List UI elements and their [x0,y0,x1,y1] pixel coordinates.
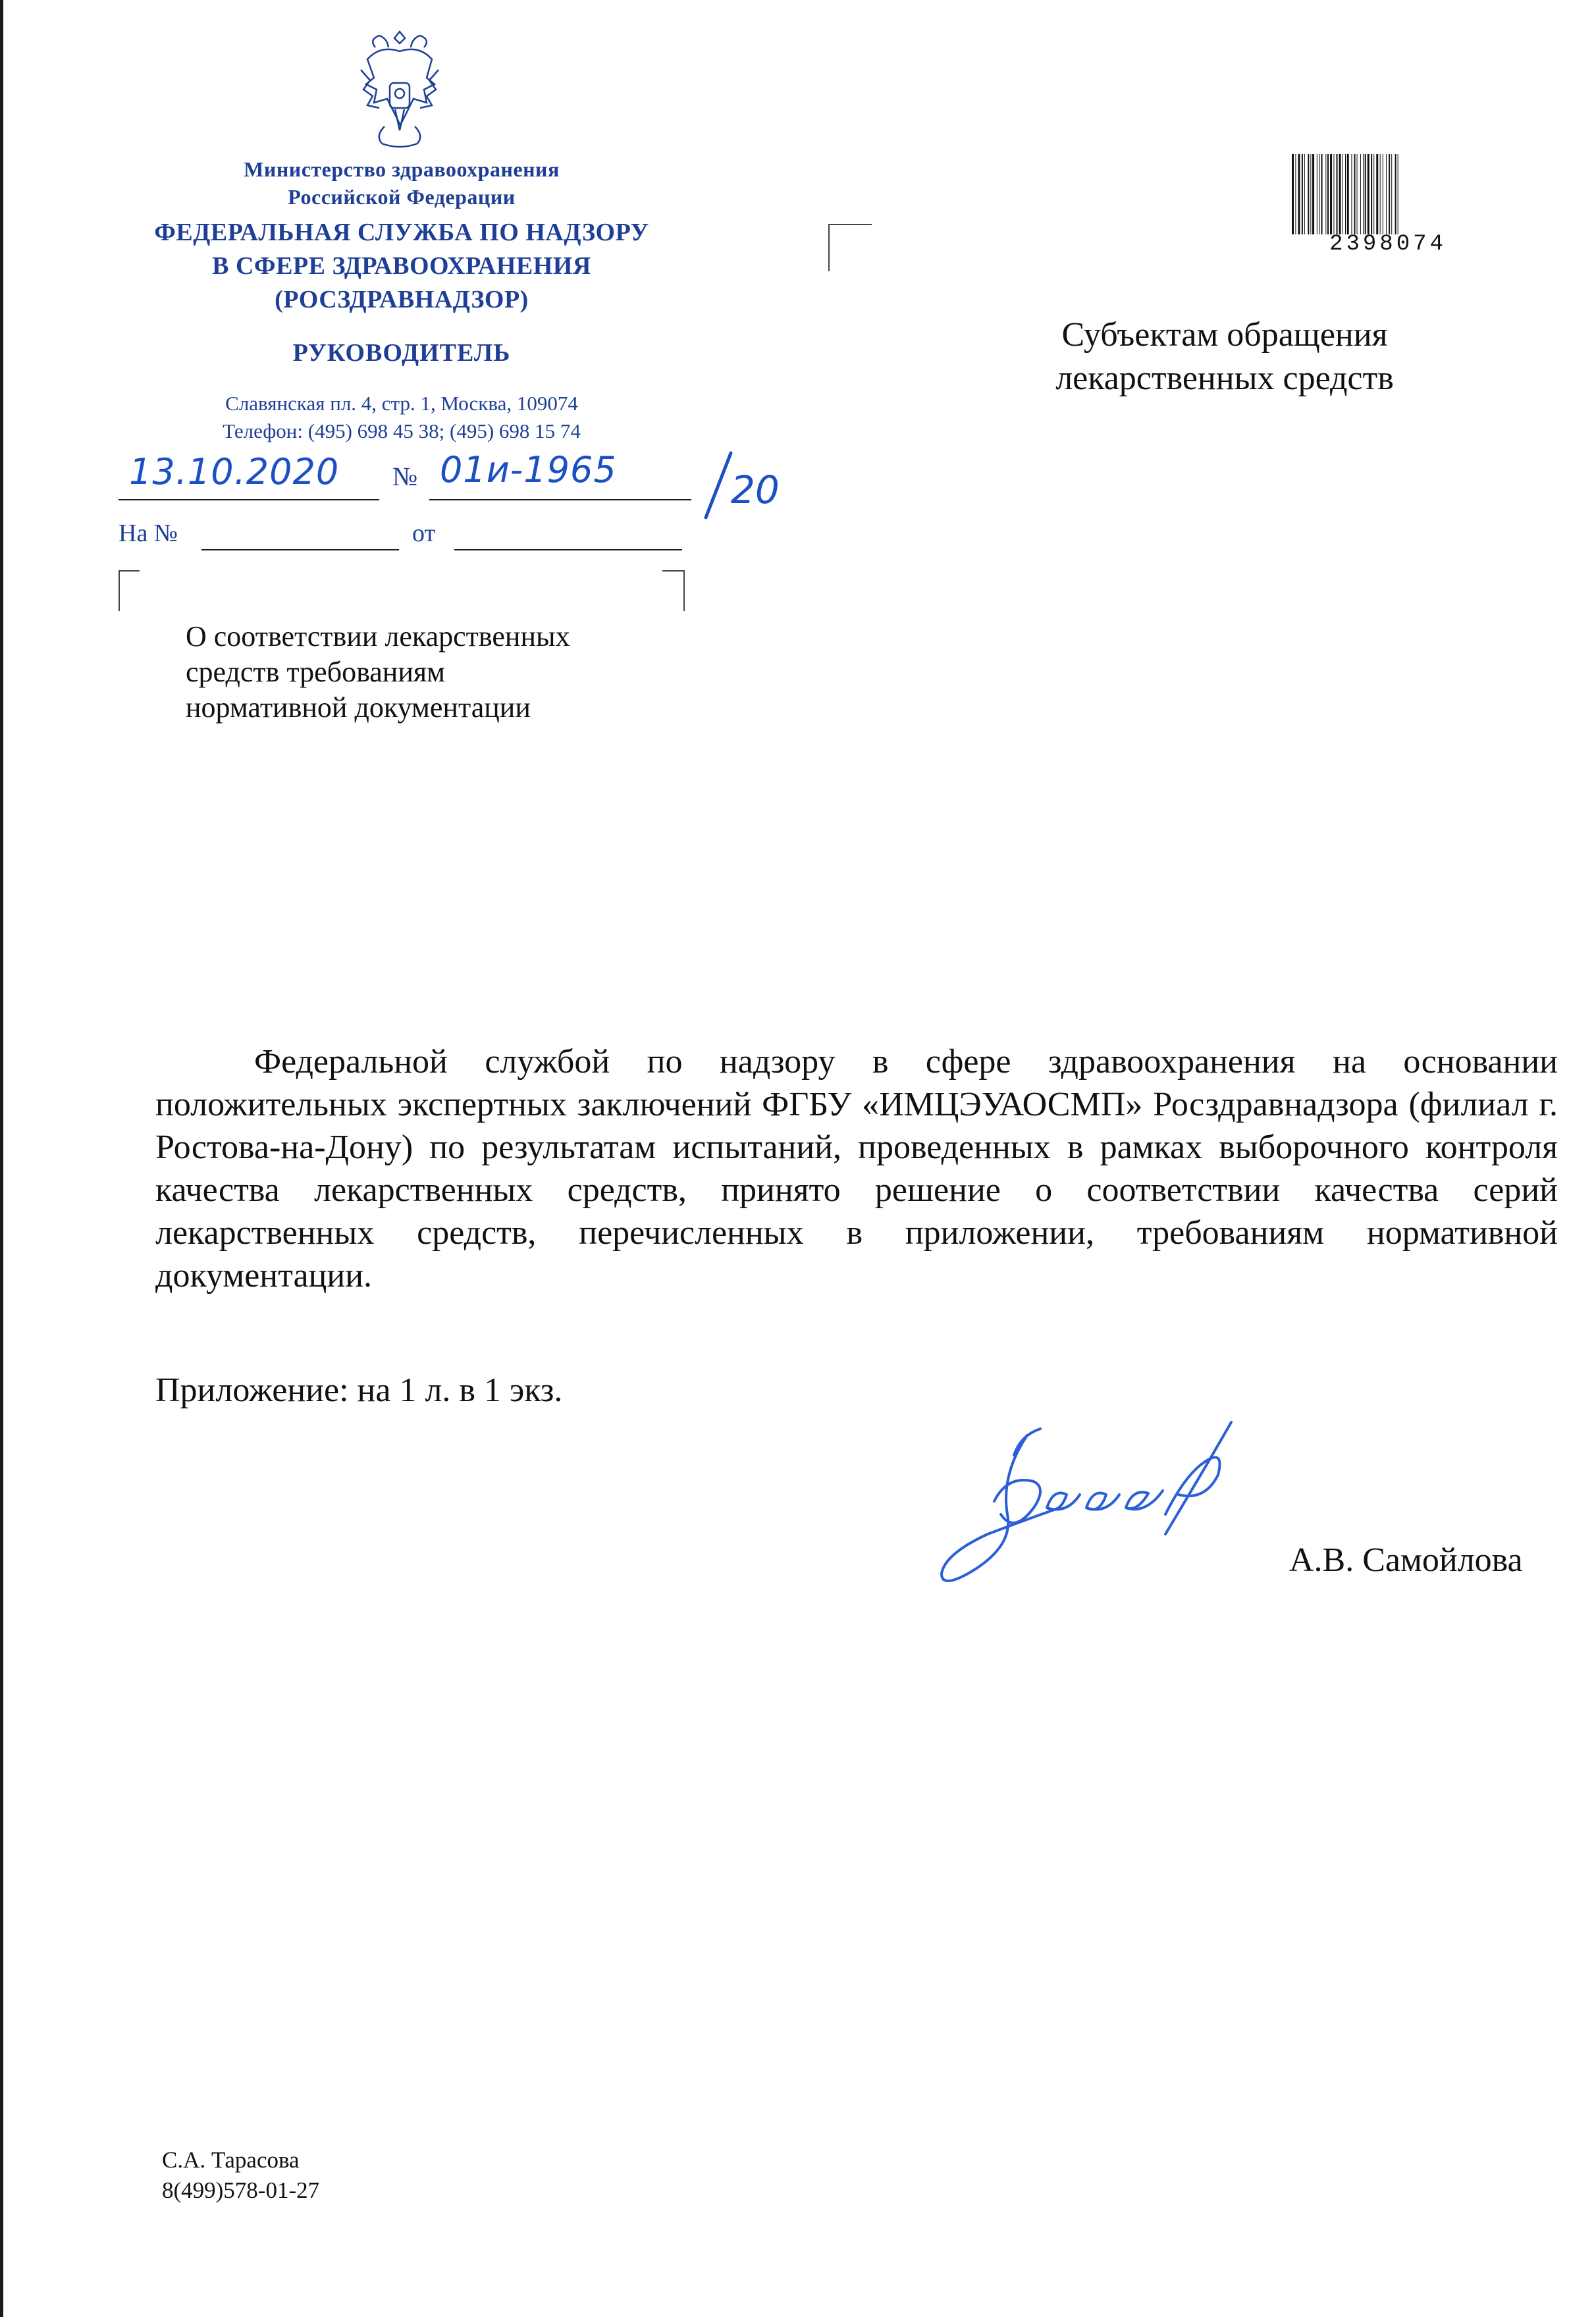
barcode-bar [1386,154,1387,234]
barcode-bar [1389,154,1390,234]
barcode-bar [1308,154,1309,234]
barcode-bar [1360,154,1361,234]
reference-number-label: На № [119,519,178,547]
barcode-bar [1357,154,1358,234]
barcode-bar [1312,154,1314,234]
attachment-note: Приложение: на 1 л. в 1 экз. [155,1372,563,1409]
barcode-bar [1337,154,1338,234]
coat-of-arms-icon [356,28,444,154]
signer-name: А.В. Самойлова [1289,1541,1523,1579]
addressee-corner [828,224,872,271]
number-suffix-slash [697,449,795,521]
barcode-bar [1333,154,1334,234]
date-underline [119,499,379,500]
barcode-bar [1330,154,1332,234]
barcode-bar [1365,154,1366,234]
barcode-bar [1292,154,1294,234]
barcode-bar [1380,154,1381,234]
barcode-bar [1310,154,1311,234]
head-title: РУКОВОДИТЕЛЬ [292,339,511,367]
barcode-bar [1327,154,1329,234]
address-line: Славянская пл. 4, стр. 1, Москва, 109074 [225,392,578,415]
letter-subject [186,619,686,726]
reference-date-blank [454,549,682,550]
ministry-line-2: Российской Федерации [288,185,516,209]
barcode-bar [1339,154,1341,234]
service-line-2: В СФЕРЕ ЗДРАВООХРАНЕНИЯ [212,252,591,280]
reference-number-blank [201,549,399,550]
scan-edge [0,0,3,2317]
barcode-bar [1321,154,1323,234]
barcode-bar [1347,154,1349,234]
service-line-1: ФЕДЕРАЛЬНАЯ СЛУЖБА ПО НАДЗОРУ [154,219,649,246]
barcode-bar [1373,154,1374,234]
letter-body: Федеральной службой по надзору в сфере здравоохранения на основании положительных экспертных заключений ФГБУ «ИМЦЭУАОСМП» Росздравнадзора (филиал г. Ростова-на-Дону) по результатам испытаний, проведенных в рамках выборочного контроля качества лекарственных средств, принято решение о соответствии качества серий лекарственных средств, перечисленных в приложении, требованиям нормативной документации. [155,1043,1558,1294]
barcode-bar [1302,154,1303,234]
barcode-bar [1319,154,1320,234]
subject-line-1: О соответствии лекарственных [186,620,570,652]
barcode-bar [1304,154,1305,234]
barcode-bar [1363,154,1364,234]
number-underline [429,499,691,500]
phone-line: Телефон: (495) 698 45 38; (495) 698 15 74 [223,419,581,442]
number-label: № [392,462,418,491]
barcode-bar [1295,154,1296,234]
handwritten-signature [915,1416,1290,1607]
barcode-number: 2398074 [1329,232,1447,257]
addressee-line-1: Субъектам обращения [1061,316,1388,354]
barcode-bar [1345,154,1346,234]
service-line-3: (РОСЗДРАВНАДЗОР) [275,286,529,313]
barcode-bar [1368,154,1370,234]
executor-info [162,2145,319,2206]
barcode-bar [1376,154,1378,234]
barcode-bar [1391,154,1392,234]
barcode-bar [1371,154,1372,234]
barcode-bar [1395,154,1396,234]
executor-name: С.А. Тарасова [162,2147,300,2173]
barcode-bar [1298,154,1300,234]
subject-line-3: нормативной документации [186,691,531,724]
subject-corner-right [662,570,685,611]
subject-line-2: средств требованиям [186,656,445,688]
service-name [92,216,711,317]
barcode-bar [1354,154,1356,234]
registration-date: 13.10.2020 [129,451,340,493]
ministry-line-1: Министерство здравоохранения [244,157,560,181]
registration-suffix: 20 [731,467,780,512]
registration-number: 01и-1965 [440,449,617,491]
addressee [974,313,1475,400]
subject-corner-left [119,570,140,611]
reference-from-label: от [412,519,436,547]
barcode-bar [1325,154,1326,234]
barcode-icon [1289,154,1487,234]
organization-address [119,390,685,445]
barcode-bar [1351,154,1352,234]
executor-phone: 8(499)578-01-27 [162,2177,320,2203]
ministry-name [119,155,685,211]
addressee-line-2: лекарственных средств [1055,360,1394,397]
